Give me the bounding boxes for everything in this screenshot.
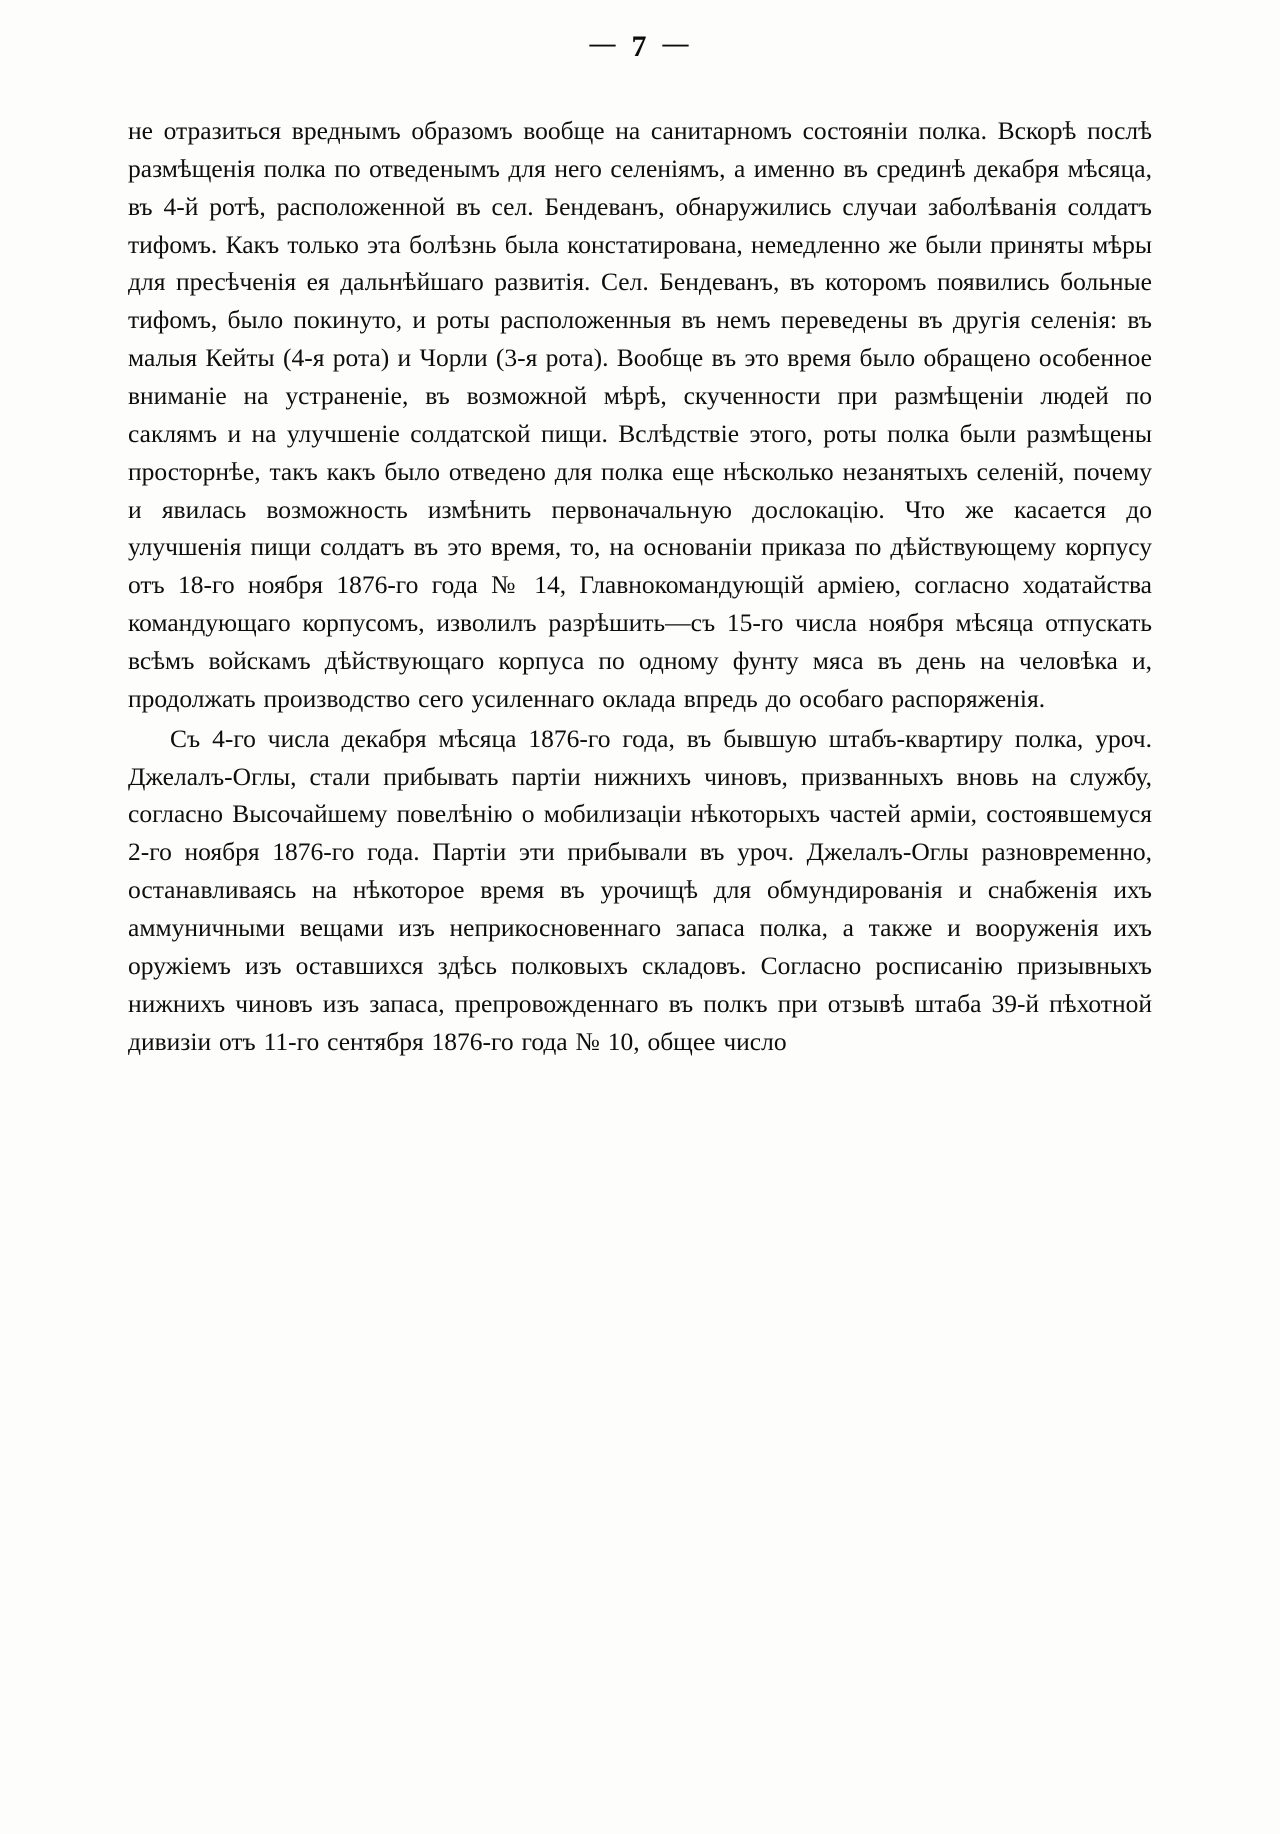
header-dash-left: — — [589, 29, 618, 58]
page-number: 7 — [631, 30, 649, 63]
paragraph-1: не отразиться вреднымъ образомъ вообще на санитарномъ состоянiи полка. Вскорѣ послѣ размѣщенiя полка по отведенымъ для него селенiямъ, а именно въ срединѣ декабря мѣсяца, въ 4-й ротѣ, расположенной въ сел. Бендеванъ, обнаружились случаи заболѣванiя солдатъ тифомъ. Какъ только эта болѣзнь была констатирована, немедленно же были приняты мѣры для пресѣченiя ея дальнѣйшаго развитiя. Сел. Бендеванъ, въ которомъ появились больные тифомъ, было покинуто, и роты расположенныя въ немъ переведены въ другiя селенiя: въ малыя Кейты (4-я рота) и Чорли (3-я рота). Вообще въ это время было обращено особенное вниманiе на устраненiе, въ возможной мѣрѣ, скученности при размѣщенiи людей по саклямъ и на улучшенiе солдатской пищи. Вслѣдствiе этого, роты полка были размѣщены просторнѣе, такъ какъ было отведено для полка еще нѣсколько незанятыхъ селенiй, почему и явилась возможность измѣнить первоначальную дослокацiю. Что же касается до улучшенiя пищи солдатъ въ это время, то, на основанiи приказа по дѣйствующему корпусу отъ 18-го ноября 1876-го года № 14, Главнокомандующiй армiею, согласно ходатайства командующаго корпусомъ, изволилъ разрѣшить—съ 15-го числа ноября мѣсяца отпускать всѣмъ войскамъ дѣйствующаго корпуса по одному фунту мяса въ день на человѣка и, продолжать производство сего усиленнаго оклада впредь до особаго распоряженiя. — [128, 116, 1152, 713]
page-header — [128, 30, 1152, 64]
header-dash-right: — — [662, 29, 691, 58]
page-body — [128, 112, 1152, 1060]
paragraph-2: Съ 4-го числа декабря мѣсяца 1876-го года, въ бывшую штабъ-квартиру полка, уроч. Джелалъ-Оглы, стали прибывать партiи нижнихъ чиновъ, призванныхъ вновь на службу, согласно Высочайшему повелѣнiю о мобилизацiи нѣкоторыхъ частей армiи, состоявшемуся 2-го ноября 1876-го года. Партiи эти прибывали въ уроч. Джелалъ-Оглы разновременно, останавливаясь на нѣкоторое время въ урочищѣ для обмундированiя и снабженiя ихъ аммуничными вещами изъ неприкосновеннаго запаса полка, а также и вооруженiя ихъ оружiемъ изъ оставшихся здѣсь полковыхъ складовъ. Согласно росписанiю призывныхъ нижнихъ чиновъ изъ запаса, препровожденнаго въ полкъ при отзывѣ штаба 39-й пѣхотной дивизiи отъ 11-го сентября 1876-го года № 10, общее число — [128, 723, 1152, 1056]
